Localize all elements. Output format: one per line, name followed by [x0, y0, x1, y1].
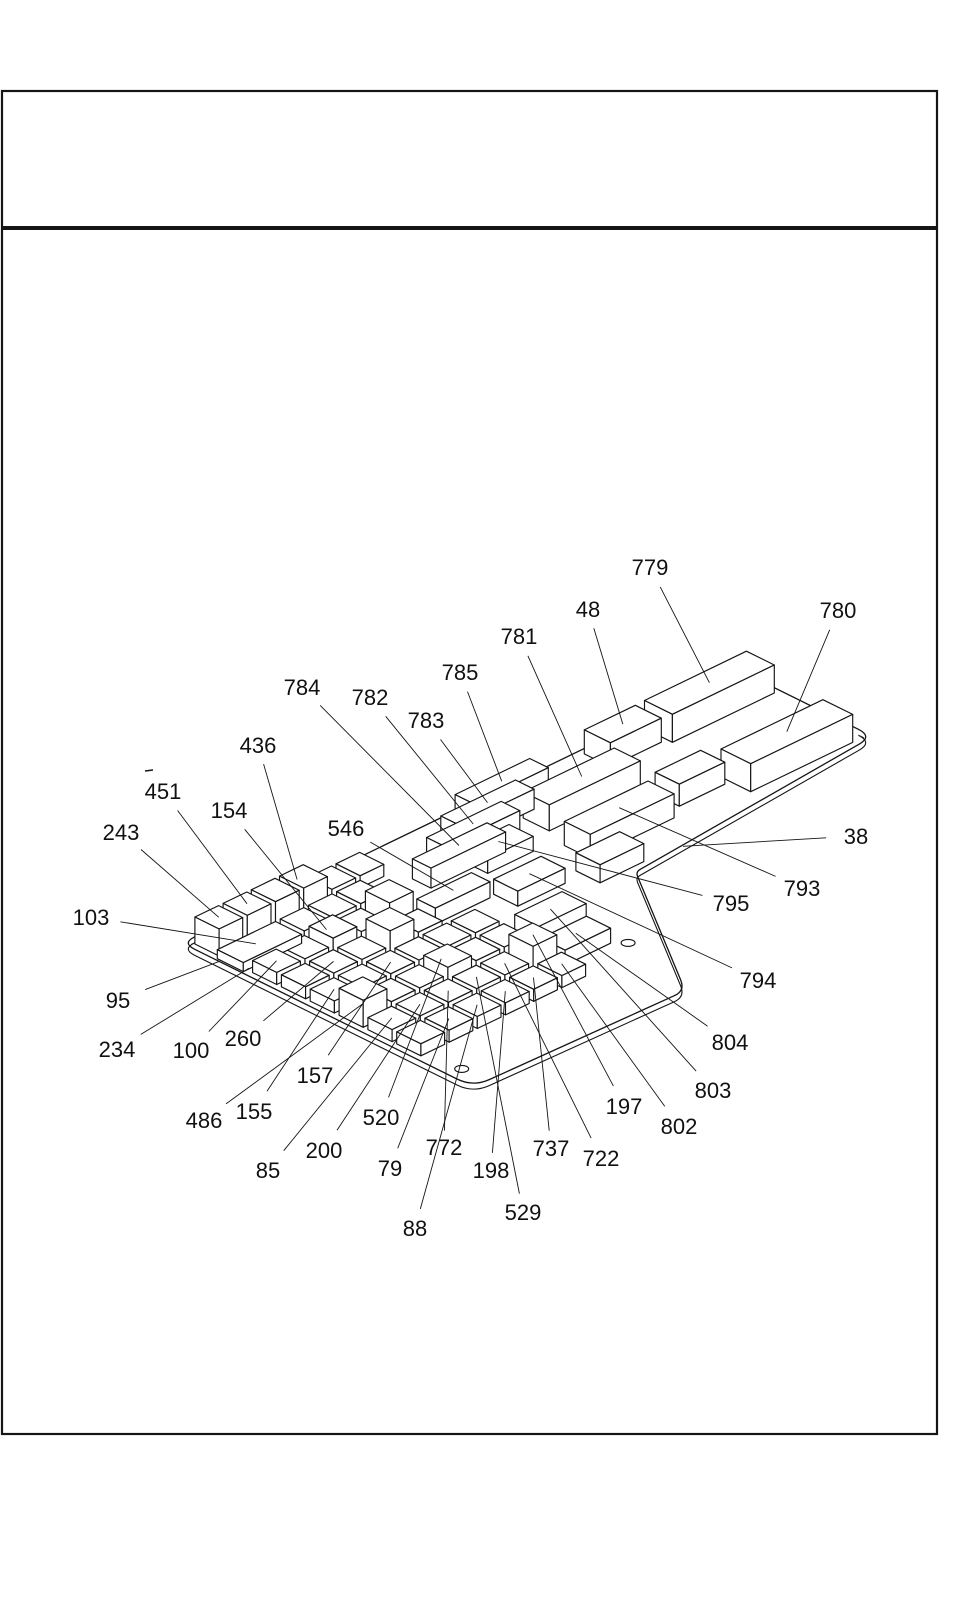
ref-label-722: 722: [582, 1146, 620, 1171]
leader-line-779: [660, 587, 709, 683]
leader-line-436: [264, 764, 298, 879]
ref-label-38: 38: [843, 824, 869, 849]
ref-label-198: 198: [472, 1158, 510, 1183]
ref-label-154: 154: [210, 798, 248, 823]
leader-line-48: [594, 628, 623, 724]
ref-label-772: 772: [425, 1135, 463, 1160]
ref-label-155: 155: [235, 1099, 273, 1124]
ref-label-88: 88: [402, 1216, 428, 1241]
ref-label-804: 804: [711, 1030, 749, 1055]
ref-label-100: 100: [172, 1038, 210, 1063]
ref-label-779: 779: [631, 555, 669, 580]
ref-label-436: 436: [239, 733, 277, 758]
leader-line-451: [178, 811, 247, 904]
ref-label-783: 783: [407, 708, 445, 733]
ref-label-737: 737: [532, 1136, 570, 1161]
ref-label-103: 103: [72, 905, 110, 930]
ref-label-197: 197: [605, 1094, 643, 1119]
ref-label-795: 795: [712, 891, 750, 916]
ref-label-803: 803: [694, 1078, 732, 1103]
ref-label-486: 486: [185, 1108, 223, 1133]
ref-label-95: 95: [105, 988, 131, 1013]
leader-line-781: [528, 656, 582, 777]
ref-label-157: 157: [296, 1063, 334, 1088]
leader-line-234: [141, 968, 249, 1034]
ref-label-546: 546: [327, 816, 365, 841]
ref-label-85: 85: [255, 1158, 281, 1183]
ref-label-451: 451: [144, 779, 182, 804]
ref-label-520: 520: [362, 1105, 400, 1130]
ref-label-794: 794: [739, 968, 777, 993]
stray-mark: [145, 770, 153, 771]
ref-label-234: 234: [98, 1037, 136, 1062]
ref-label-782: 782: [351, 685, 389, 710]
ref-label-781: 781: [500, 624, 538, 649]
leader-line-486: [226, 1004, 363, 1104]
ref-label-784: 784: [283, 675, 321, 700]
ref-label-79: 79: [377, 1156, 403, 1181]
ref-label-785: 785: [441, 660, 479, 685]
ref-label-780: 780: [819, 598, 857, 623]
ref-label-200: 200: [305, 1138, 343, 1163]
ref-label-802: 802: [660, 1114, 698, 1139]
ref-label-260: 260: [224, 1026, 262, 1051]
leader-line-785: [468, 692, 502, 782]
leader-line-243: [141, 850, 219, 918]
ref-label-243: 243: [102, 820, 140, 845]
ref-label-529: 529: [504, 1200, 542, 1225]
mounting-hole-3: [455, 1065, 469, 1072]
ref-label-48: 48: [575, 597, 601, 622]
mounting-hole-2: [621, 939, 635, 946]
leader-line-95: [145, 961, 219, 989]
ref-label-793: 793: [783, 876, 821, 901]
